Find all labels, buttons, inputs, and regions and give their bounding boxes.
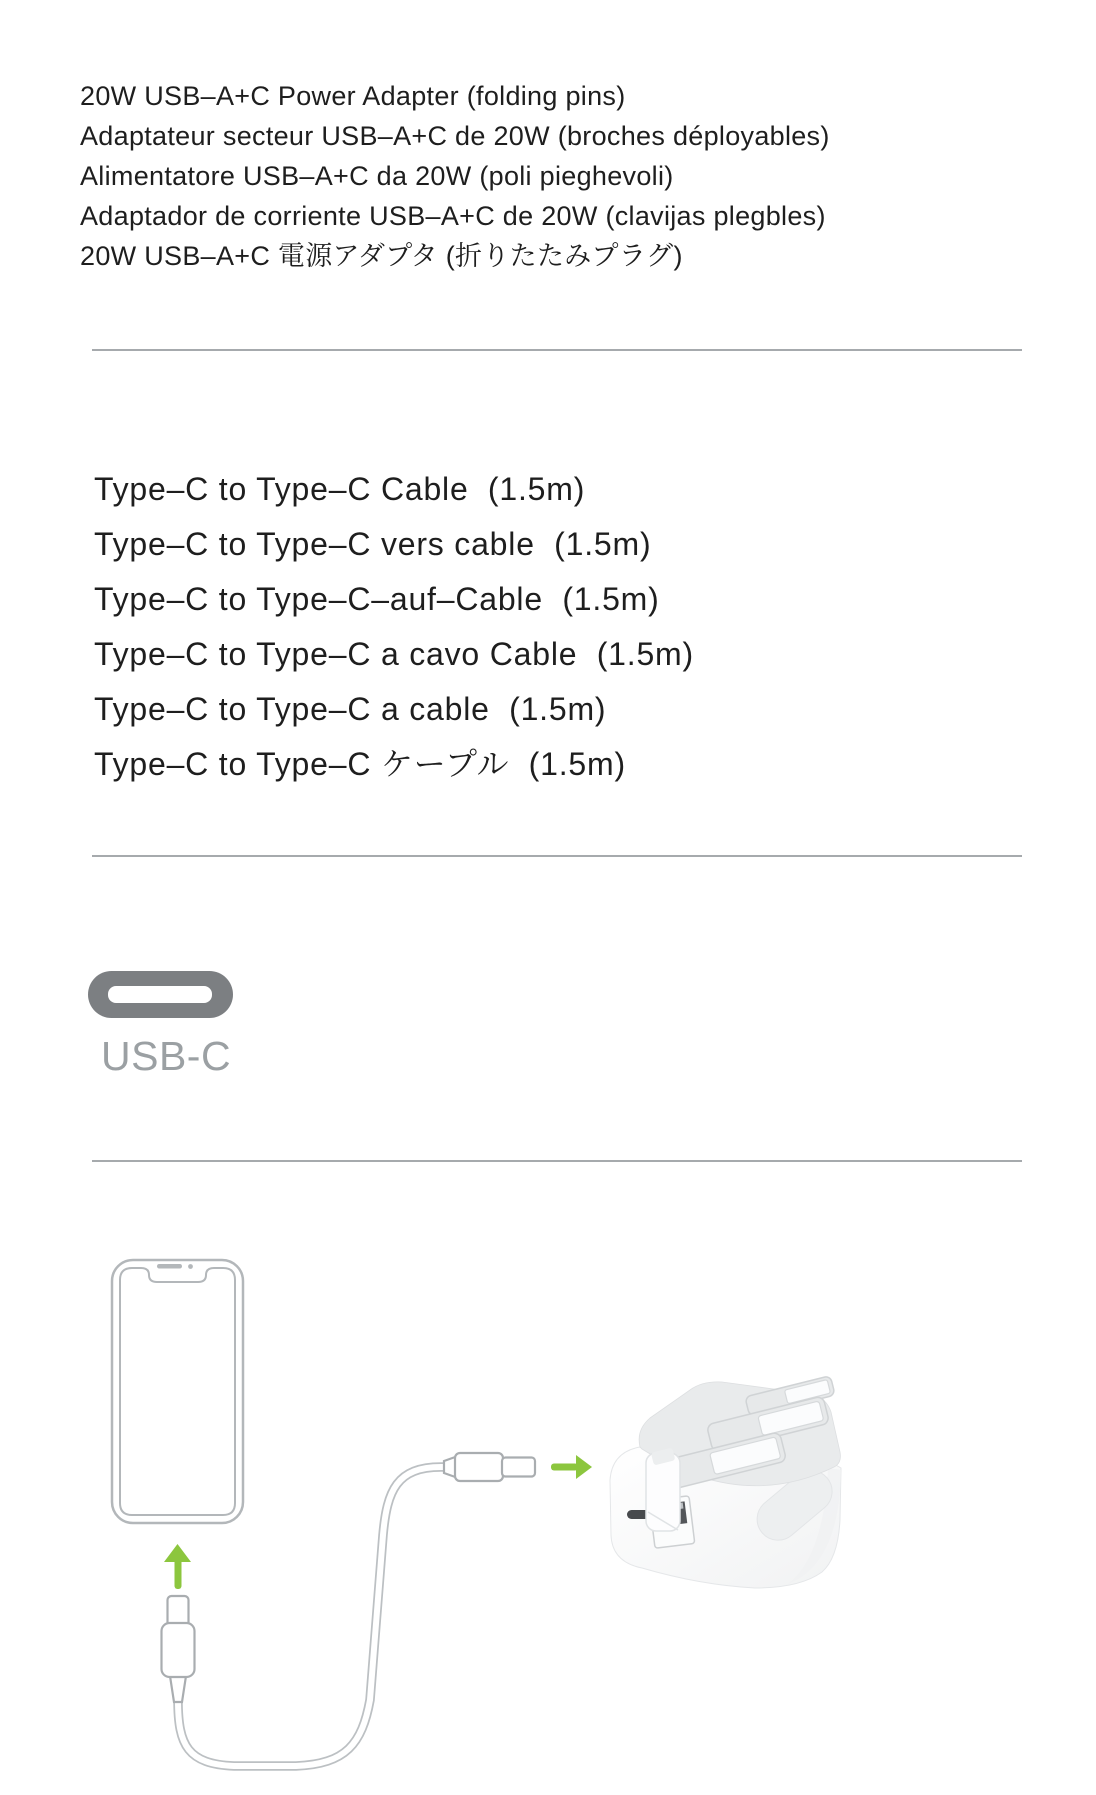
product-title-en: 20W USB–A+C Power Adapter (folding pins) [80, 81, 626, 111]
cable-line-ja: Type–C to Type–C ケープル (1.5m) [94, 746, 626, 782]
power-adapter-icon [610, 1376, 841, 1588]
divider-middle [92, 855, 1022, 857]
product-title-block [80, 76, 830, 276]
cable-line-es: Type–C to Type–C a cable (1.5m) [94, 691, 607, 727]
arrow-up-icon [164, 1544, 191, 1589]
usb-c-connector-icon [88, 971, 233, 1018]
cable-line-en: Type–C to Type–C Cable (1.5m) [94, 471, 586, 507]
product-title-fr: Adaptateur secteur USB–A+C de 20W (broches déployables) [80, 121, 830, 151]
adapter-cable-notch [646, 1448, 680, 1531]
divider-top [92, 349, 1022, 351]
product-title-it: Alimentatore USB–A+C da 20W (poli pieghevoli) [80, 161, 674, 191]
divider-bottom [92, 1160, 1022, 1162]
product-title-es: Adaptador de corriente USB–A+C de 20W (clavijas plegbles) [80, 201, 826, 231]
usb-c-connector-slot [108, 986, 212, 1003]
usb-c-label: USB-C [101, 1033, 232, 1079]
cable-line-it: Type–C to Type–C a cavo Cable (1.5m) [94, 636, 694, 672]
phone-outline-icon [112, 1260, 243, 1523]
usb-c-plug-horizontal-icon [444, 1453, 535, 1481]
cable-line-fr: Type–C to Type–C vers cable (1.5m) [94, 526, 652, 562]
cable-description-block [94, 462, 694, 792]
arrow-right-icon [551, 1455, 592, 1479]
product-title-ja: 20W USB–A+C 電源アダプタ (折りたたみプラグ) [80, 241, 683, 271]
phone-camera-icon [188, 1264, 193, 1269]
phone-speaker-icon [157, 1264, 182, 1269]
usb-c-plug-vertical-icon [162, 1596, 195, 1702]
charging-diagram [0, 1200, 1096, 1795]
cable-line-de: Type–C to Type–C–auf–Cable (1.5m) [94, 581, 660, 617]
